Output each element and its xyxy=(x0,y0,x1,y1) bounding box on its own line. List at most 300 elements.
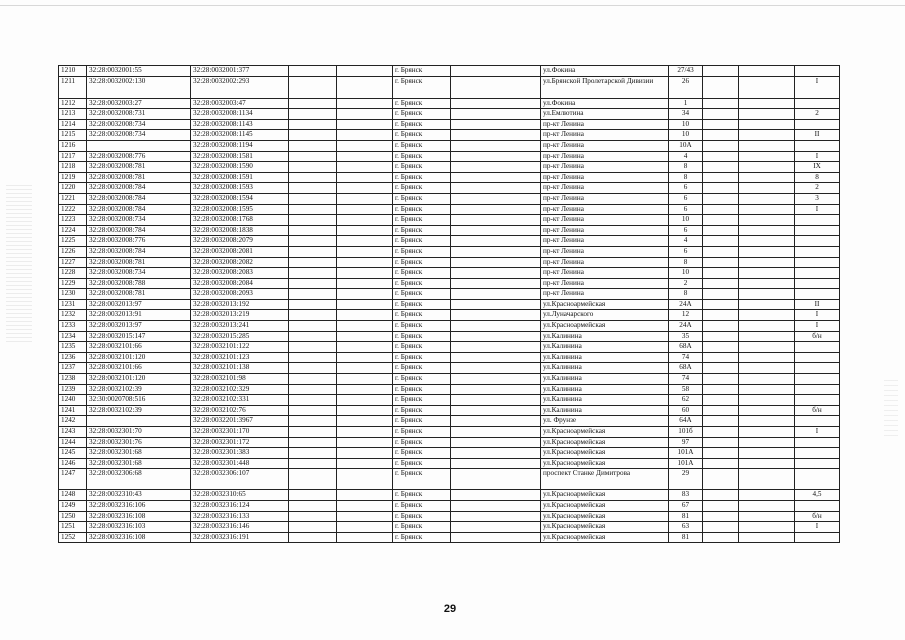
empty-cell xyxy=(451,172,541,183)
table-row xyxy=(59,76,840,98)
empty-cell xyxy=(289,172,337,183)
empty-cell xyxy=(337,98,393,109)
empty-cell xyxy=(289,490,337,501)
empty-cell xyxy=(703,76,739,98)
row-number: 1210 xyxy=(59,66,87,77)
premises-cell: 8 xyxy=(795,172,840,183)
city-cell: г. Брянск xyxy=(393,278,451,289)
table-row xyxy=(59,310,840,321)
row-number: 1211 xyxy=(59,76,87,98)
empty-cell xyxy=(289,268,337,279)
empty-cell xyxy=(739,204,795,215)
empty-cell xyxy=(289,289,337,300)
table-row xyxy=(59,437,840,448)
premises-cell xyxy=(795,363,840,374)
empty-cell xyxy=(703,469,739,490)
street-cell: ул.Красноармейская xyxy=(541,490,669,501)
city-cell: г. Брянск xyxy=(393,363,451,374)
cadastral-number-land: 32:28:0032316:106 xyxy=(87,500,191,511)
table-row xyxy=(59,500,840,511)
cadastral-number-building: 32:28:0032008:2081 xyxy=(191,246,289,257)
cadastral-number-building: 32:28:0032102:76 xyxy=(191,405,289,416)
empty-cell xyxy=(451,215,541,226)
empty-cell xyxy=(703,437,739,448)
street-cell: ул.Красноармейская xyxy=(541,458,669,469)
city-cell: г. Брянск xyxy=(393,427,451,438)
house-number-cell: 2 xyxy=(669,278,703,289)
empty-cell xyxy=(337,278,393,289)
row-number: 1244 xyxy=(59,437,87,448)
street-cell: пр-кт Ленина xyxy=(541,289,669,300)
cadastral-number-land: 32:28:0032008:781 xyxy=(87,162,191,173)
premises-cell xyxy=(795,384,840,395)
house-number-cell: 63 xyxy=(669,522,703,533)
street-cell: ул.Калинина xyxy=(541,395,669,406)
cadastral-number-land: 32:28:0032316:103 xyxy=(87,522,191,533)
empty-cell xyxy=(451,183,541,194)
table-row xyxy=(59,321,840,332)
empty-cell xyxy=(739,490,795,501)
house-number-cell: 62 xyxy=(669,395,703,406)
empty-cell xyxy=(739,268,795,279)
row-number: 1248 xyxy=(59,490,87,501)
empty-cell xyxy=(451,490,541,501)
cadastral-number-building: 32:28:0032316:133 xyxy=(191,511,289,522)
cadastral-number-building: 32:28:0032101:122 xyxy=(191,342,289,353)
empty-cell xyxy=(703,427,739,438)
city-cell: г. Брянск xyxy=(393,130,451,141)
empty-cell xyxy=(289,331,337,342)
empty-cell xyxy=(451,437,541,448)
row-number: 1224 xyxy=(59,225,87,236)
empty-cell xyxy=(739,76,795,98)
table-row xyxy=(59,532,840,543)
empty-cell xyxy=(703,299,739,310)
row-number: 1240 xyxy=(59,395,87,406)
house-number-cell: 12 xyxy=(669,310,703,321)
table-row xyxy=(59,204,840,215)
city-cell: г. Брянск xyxy=(393,490,451,501)
empty-cell xyxy=(451,405,541,416)
premises-cell: I xyxy=(795,204,840,215)
cadastral-number-building: 32:28:0032008:2082 xyxy=(191,257,289,268)
empty-cell xyxy=(703,215,739,226)
empty-cell xyxy=(451,204,541,215)
empty-cell xyxy=(739,246,795,257)
empty-cell xyxy=(739,427,795,438)
row-number: 1247 xyxy=(59,469,87,490)
row-number: 1228 xyxy=(59,268,87,279)
premises-cell xyxy=(795,225,840,236)
cadastral-number-land: 32:28:0032015:147 xyxy=(87,331,191,342)
empty-cell xyxy=(337,193,393,204)
empty-cell xyxy=(289,151,337,162)
empty-cell xyxy=(703,321,739,332)
street-cell: пр-кт Ленина xyxy=(541,257,669,268)
row-number: 1243 xyxy=(59,427,87,438)
empty-cell xyxy=(739,151,795,162)
cadastral-number-land: 32:28:0032301:68 xyxy=(87,448,191,459)
row-number: 1226 xyxy=(59,246,87,257)
table-row xyxy=(59,448,840,459)
empty-cell xyxy=(703,130,739,141)
empty-cell xyxy=(739,469,795,490)
street-cell: ул.Красноармейская xyxy=(541,427,669,438)
table-row xyxy=(59,352,840,363)
table-row xyxy=(59,172,840,183)
house-number-cell: 101б xyxy=(669,427,703,438)
empty-cell xyxy=(337,268,393,279)
table-row xyxy=(59,268,840,279)
premises-cell xyxy=(795,352,840,363)
city-cell: г. Брянск xyxy=(393,257,451,268)
empty-cell xyxy=(739,299,795,310)
empty-cell xyxy=(739,374,795,385)
house-number-cell: 6 xyxy=(669,204,703,215)
empty-cell xyxy=(451,236,541,247)
cadastral-number-land: 32:28:0032008:734 xyxy=(87,215,191,226)
empty-cell xyxy=(337,236,393,247)
empty-cell xyxy=(337,511,393,522)
cadastral-number-land: 32:30:0020708:516 xyxy=(87,395,191,406)
empty-cell xyxy=(289,532,337,543)
street-cell: ул.Красноармейская xyxy=(541,500,669,511)
house-number-cell: 8 xyxy=(669,257,703,268)
empty-cell xyxy=(337,246,393,257)
table-row xyxy=(59,374,840,385)
table-row xyxy=(59,405,840,416)
empty-cell xyxy=(451,532,541,543)
empty-cell xyxy=(703,66,739,77)
street-cell: ул.Калинина xyxy=(541,352,669,363)
street-cell: пр-кт Ленина xyxy=(541,151,669,162)
premises-cell: 3 xyxy=(795,193,840,204)
row-number: 1223 xyxy=(59,215,87,226)
empty-cell xyxy=(451,374,541,385)
row-number: 1238 xyxy=(59,374,87,385)
street-cell: ул.Фокина xyxy=(541,98,669,109)
empty-cell xyxy=(289,140,337,151)
street-cell: ул.Калинина xyxy=(541,405,669,416)
cadastral-number-building: 32:28:0032008:1838 xyxy=(191,225,289,236)
street-cell: ул.Красноармейская xyxy=(541,532,669,543)
table-row xyxy=(59,427,840,438)
cadastral-number-building: 32:28:0032001:377 xyxy=(191,66,289,77)
cadastral-number-land: 32:28:0032101:120 xyxy=(87,374,191,385)
house-number-cell: 24А xyxy=(669,321,703,332)
empty-cell xyxy=(337,416,393,427)
cadastral-number-land: 32:28:0032301:76 xyxy=(87,437,191,448)
premises-cell xyxy=(795,437,840,448)
cadastral-number-land: 32:28:0032301:70 xyxy=(87,427,191,438)
city-cell: г. Брянск xyxy=(393,395,451,406)
table-row xyxy=(59,458,840,469)
premises-cell: б/н xyxy=(795,405,840,416)
empty-cell xyxy=(703,500,739,511)
empty-cell xyxy=(289,416,337,427)
row-number: 1230 xyxy=(59,289,87,300)
empty-cell xyxy=(337,490,393,501)
cadastral-number-land: 32:28:0032316:108 xyxy=(87,532,191,543)
premises-cell xyxy=(795,278,840,289)
house-number-cell: 8 xyxy=(669,162,703,173)
house-number-cell: 83 xyxy=(669,490,703,501)
row-number: 1234 xyxy=(59,331,87,342)
house-number-cell: 10 xyxy=(669,119,703,130)
empty-cell xyxy=(337,384,393,395)
empty-cell xyxy=(289,405,337,416)
table-row xyxy=(59,236,840,247)
street-cell: пр-кт Ленина xyxy=(541,278,669,289)
premises-cell: I xyxy=(795,427,840,438)
cadastral-number-building: 32:28:0032301:383 xyxy=(191,448,289,459)
premises-cell xyxy=(795,469,840,490)
empty-cell xyxy=(289,215,337,226)
empty-cell xyxy=(337,162,393,173)
empty-cell xyxy=(451,469,541,490)
cadastral-number-building: 32:28:0032008:1591 xyxy=(191,172,289,183)
premises-cell xyxy=(795,532,840,543)
row-number: 1229 xyxy=(59,278,87,289)
empty-cell xyxy=(289,352,337,363)
page-top-border xyxy=(0,5,905,6)
cadastral-number-land: 32:28:0032008:731 xyxy=(87,109,191,120)
cadastral-number-land: 32:28:0032008:734 xyxy=(87,130,191,141)
street-cell: пр-кт Ленина xyxy=(541,193,669,204)
city-cell: г. Брянск xyxy=(393,448,451,459)
premises-cell xyxy=(795,374,840,385)
street-cell: ул.Калинина xyxy=(541,384,669,395)
cadastral-number-building: 32:28:0032008:1590 xyxy=(191,162,289,173)
empty-cell xyxy=(289,342,337,353)
street-cell: пр-кт Ленина xyxy=(541,204,669,215)
empty-cell xyxy=(289,395,337,406)
city-cell: г. Брянск xyxy=(393,172,451,183)
empty-cell xyxy=(703,310,739,321)
empty-cell xyxy=(451,363,541,374)
house-number-cell: 6 xyxy=(669,225,703,236)
premises-cell xyxy=(795,395,840,406)
premises-cell: 4,5 xyxy=(795,490,840,501)
street-cell: ул.Красноармейская xyxy=(541,511,669,522)
empty-cell xyxy=(703,522,739,533)
street-cell: пр-кт Ленина xyxy=(541,172,669,183)
empty-cell xyxy=(739,183,795,194)
premises-cell: I xyxy=(795,522,840,533)
cadastral-number-building: 32:28:0032306:107 xyxy=(191,469,289,490)
row-number: 1232 xyxy=(59,310,87,321)
empty-cell xyxy=(289,500,337,511)
premises-cell: II xyxy=(795,299,840,310)
empty-cell xyxy=(289,458,337,469)
table-row xyxy=(59,162,840,173)
street-cell: пр-кт Ленина xyxy=(541,268,669,279)
row-number: 1212 xyxy=(59,98,87,109)
register-body xyxy=(59,66,840,543)
city-cell: г. Брянск xyxy=(393,352,451,363)
empty-cell xyxy=(451,458,541,469)
empty-cell xyxy=(337,130,393,141)
empty-cell xyxy=(337,289,393,300)
empty-cell xyxy=(739,172,795,183)
table-row xyxy=(59,342,840,353)
empty-cell xyxy=(739,331,795,342)
premises-cell: 2 xyxy=(795,109,840,120)
empty-cell xyxy=(337,374,393,385)
street-cell: ул.Брянской Пролетарской Дивизии xyxy=(541,76,669,98)
street-cell: ул.Фокина xyxy=(541,66,669,77)
empty-cell xyxy=(703,151,739,162)
empty-cell xyxy=(337,66,393,77)
table-row xyxy=(59,66,840,77)
empty-cell xyxy=(289,204,337,215)
empty-cell xyxy=(703,405,739,416)
empty-cell xyxy=(337,342,393,353)
premises-cell xyxy=(795,140,840,151)
cadastral-number-land: 32:28:0032008:781 xyxy=(87,289,191,300)
empty-cell xyxy=(337,299,393,310)
empty-cell xyxy=(289,76,337,98)
empty-cell xyxy=(451,130,541,141)
table-row xyxy=(59,469,840,490)
empty-cell xyxy=(739,511,795,522)
empty-cell xyxy=(703,448,739,459)
premises-cell: I xyxy=(795,321,840,332)
cadastral-number-land: 32:28:0032008:776 xyxy=(87,151,191,162)
empty-cell xyxy=(337,257,393,268)
row-number: 1250 xyxy=(59,511,87,522)
street-cell: пр-кт Ленина xyxy=(541,162,669,173)
empty-cell xyxy=(703,236,739,247)
house-number-cell: 4 xyxy=(669,151,703,162)
street-cell: пр-кт Ленина xyxy=(541,236,669,247)
house-number-cell: 10 xyxy=(669,215,703,226)
cadastral-number-building: 32:28:0032008:2083 xyxy=(191,268,289,279)
empty-cell xyxy=(289,448,337,459)
cadastral-number-building: 32:28:0032008:1145 xyxy=(191,130,289,141)
row-number: 1217 xyxy=(59,151,87,162)
cadastral-number-land xyxy=(87,140,191,151)
empty-cell xyxy=(703,458,739,469)
street-cell: ул.Красноармейская xyxy=(541,321,669,332)
street-cell: пр-кт Ленина xyxy=(541,119,669,130)
cadastral-number-land: 32:28:0032008:781 xyxy=(87,172,191,183)
city-cell: г. Брянск xyxy=(393,321,451,332)
empty-cell xyxy=(703,363,739,374)
cadastral-number-building: 32:28:0032316:146 xyxy=(191,522,289,533)
street-cell: ул.Калинина xyxy=(541,342,669,353)
row-number: 1213 xyxy=(59,109,87,120)
cadastral-number-land: 32:28:0032301:68 xyxy=(87,458,191,469)
house-number-cell: 101А xyxy=(669,458,703,469)
house-number-cell: 81 xyxy=(669,532,703,543)
empty-cell xyxy=(337,427,393,438)
empty-cell xyxy=(451,310,541,321)
house-number-cell: 29 xyxy=(669,469,703,490)
empty-cell xyxy=(739,225,795,236)
premises-cell xyxy=(795,257,840,268)
city-cell: г. Брянск xyxy=(393,522,451,533)
premises-cell xyxy=(795,289,840,300)
premises-cell xyxy=(795,342,840,353)
cadastral-number-building: 32:28:0032316:124 xyxy=(191,500,289,511)
empty-cell xyxy=(739,215,795,226)
city-cell: г. Брянск xyxy=(393,183,451,194)
cadastral-number-land: 32:28:0032003:27 xyxy=(87,98,191,109)
empty-cell xyxy=(739,321,795,332)
cadastral-number-building: 32:28:0032003:47 xyxy=(191,98,289,109)
table-row xyxy=(59,289,840,300)
table-row xyxy=(59,215,840,226)
empty-cell xyxy=(451,416,541,427)
street-cell: пр-кт Ленина xyxy=(541,246,669,257)
row-number: 1222 xyxy=(59,204,87,215)
house-number-cell: 26 xyxy=(669,76,703,98)
street-cell: пр-кт Ленина xyxy=(541,215,669,226)
empty-cell xyxy=(289,193,337,204)
cadastral-number-land: 32:28:0032008:781 xyxy=(87,257,191,268)
premises-cell: II xyxy=(795,130,840,141)
empty-cell xyxy=(337,172,393,183)
empty-cell xyxy=(739,363,795,374)
empty-cell xyxy=(739,342,795,353)
street-cell: проспект Станке Димитрова xyxy=(541,469,669,490)
table-row xyxy=(59,140,840,151)
street-cell: ул.Красноармейская xyxy=(541,522,669,533)
house-number-cell: 101А xyxy=(669,448,703,459)
empty-cell xyxy=(289,469,337,490)
empty-cell xyxy=(739,236,795,247)
empty-cell xyxy=(337,183,393,194)
empty-cell xyxy=(337,76,393,98)
cadastral-number-land: 32:28:0032102:39 xyxy=(87,384,191,395)
empty-cell xyxy=(703,109,739,120)
row-number: 1221 xyxy=(59,193,87,204)
house-number-cell: 74 xyxy=(669,374,703,385)
empty-cell xyxy=(289,310,337,321)
empty-cell xyxy=(703,511,739,522)
city-cell: г. Брянск xyxy=(393,140,451,151)
premises-cell: б/н xyxy=(795,331,840,342)
table-row xyxy=(59,384,840,395)
cadastral-number-land: 32:28:0032008:784 xyxy=(87,225,191,236)
cadastral-number-building: 32:28:0032101:138 xyxy=(191,363,289,374)
house-number-cell: 8 xyxy=(669,172,703,183)
premises-cell xyxy=(795,268,840,279)
empty-cell xyxy=(337,151,393,162)
empty-cell xyxy=(703,172,739,183)
empty-cell xyxy=(337,321,393,332)
cadastral-number-building: 32:28:0032301:170 xyxy=(191,427,289,438)
empty-cell xyxy=(289,437,337,448)
cadastral-number-building: 32:28:0032008:1134 xyxy=(191,109,289,120)
row-number: 1246 xyxy=(59,458,87,469)
empty-cell xyxy=(337,363,393,374)
empty-cell xyxy=(337,405,393,416)
empty-cell xyxy=(289,183,337,194)
table-row xyxy=(59,511,840,522)
cadastral-number-land: 32:28:0032008:784 xyxy=(87,183,191,194)
table-row xyxy=(59,246,840,257)
cadastral-number-land: 32:28:0032008:734 xyxy=(87,268,191,279)
empty-cell xyxy=(739,395,795,406)
scan-noise-right xyxy=(884,380,898,440)
street-cell: пр-кт Ленина xyxy=(541,130,669,141)
empty-cell xyxy=(739,109,795,120)
city-cell: г. Брянск xyxy=(393,236,451,247)
empty-cell xyxy=(289,384,337,395)
empty-cell xyxy=(703,342,739,353)
